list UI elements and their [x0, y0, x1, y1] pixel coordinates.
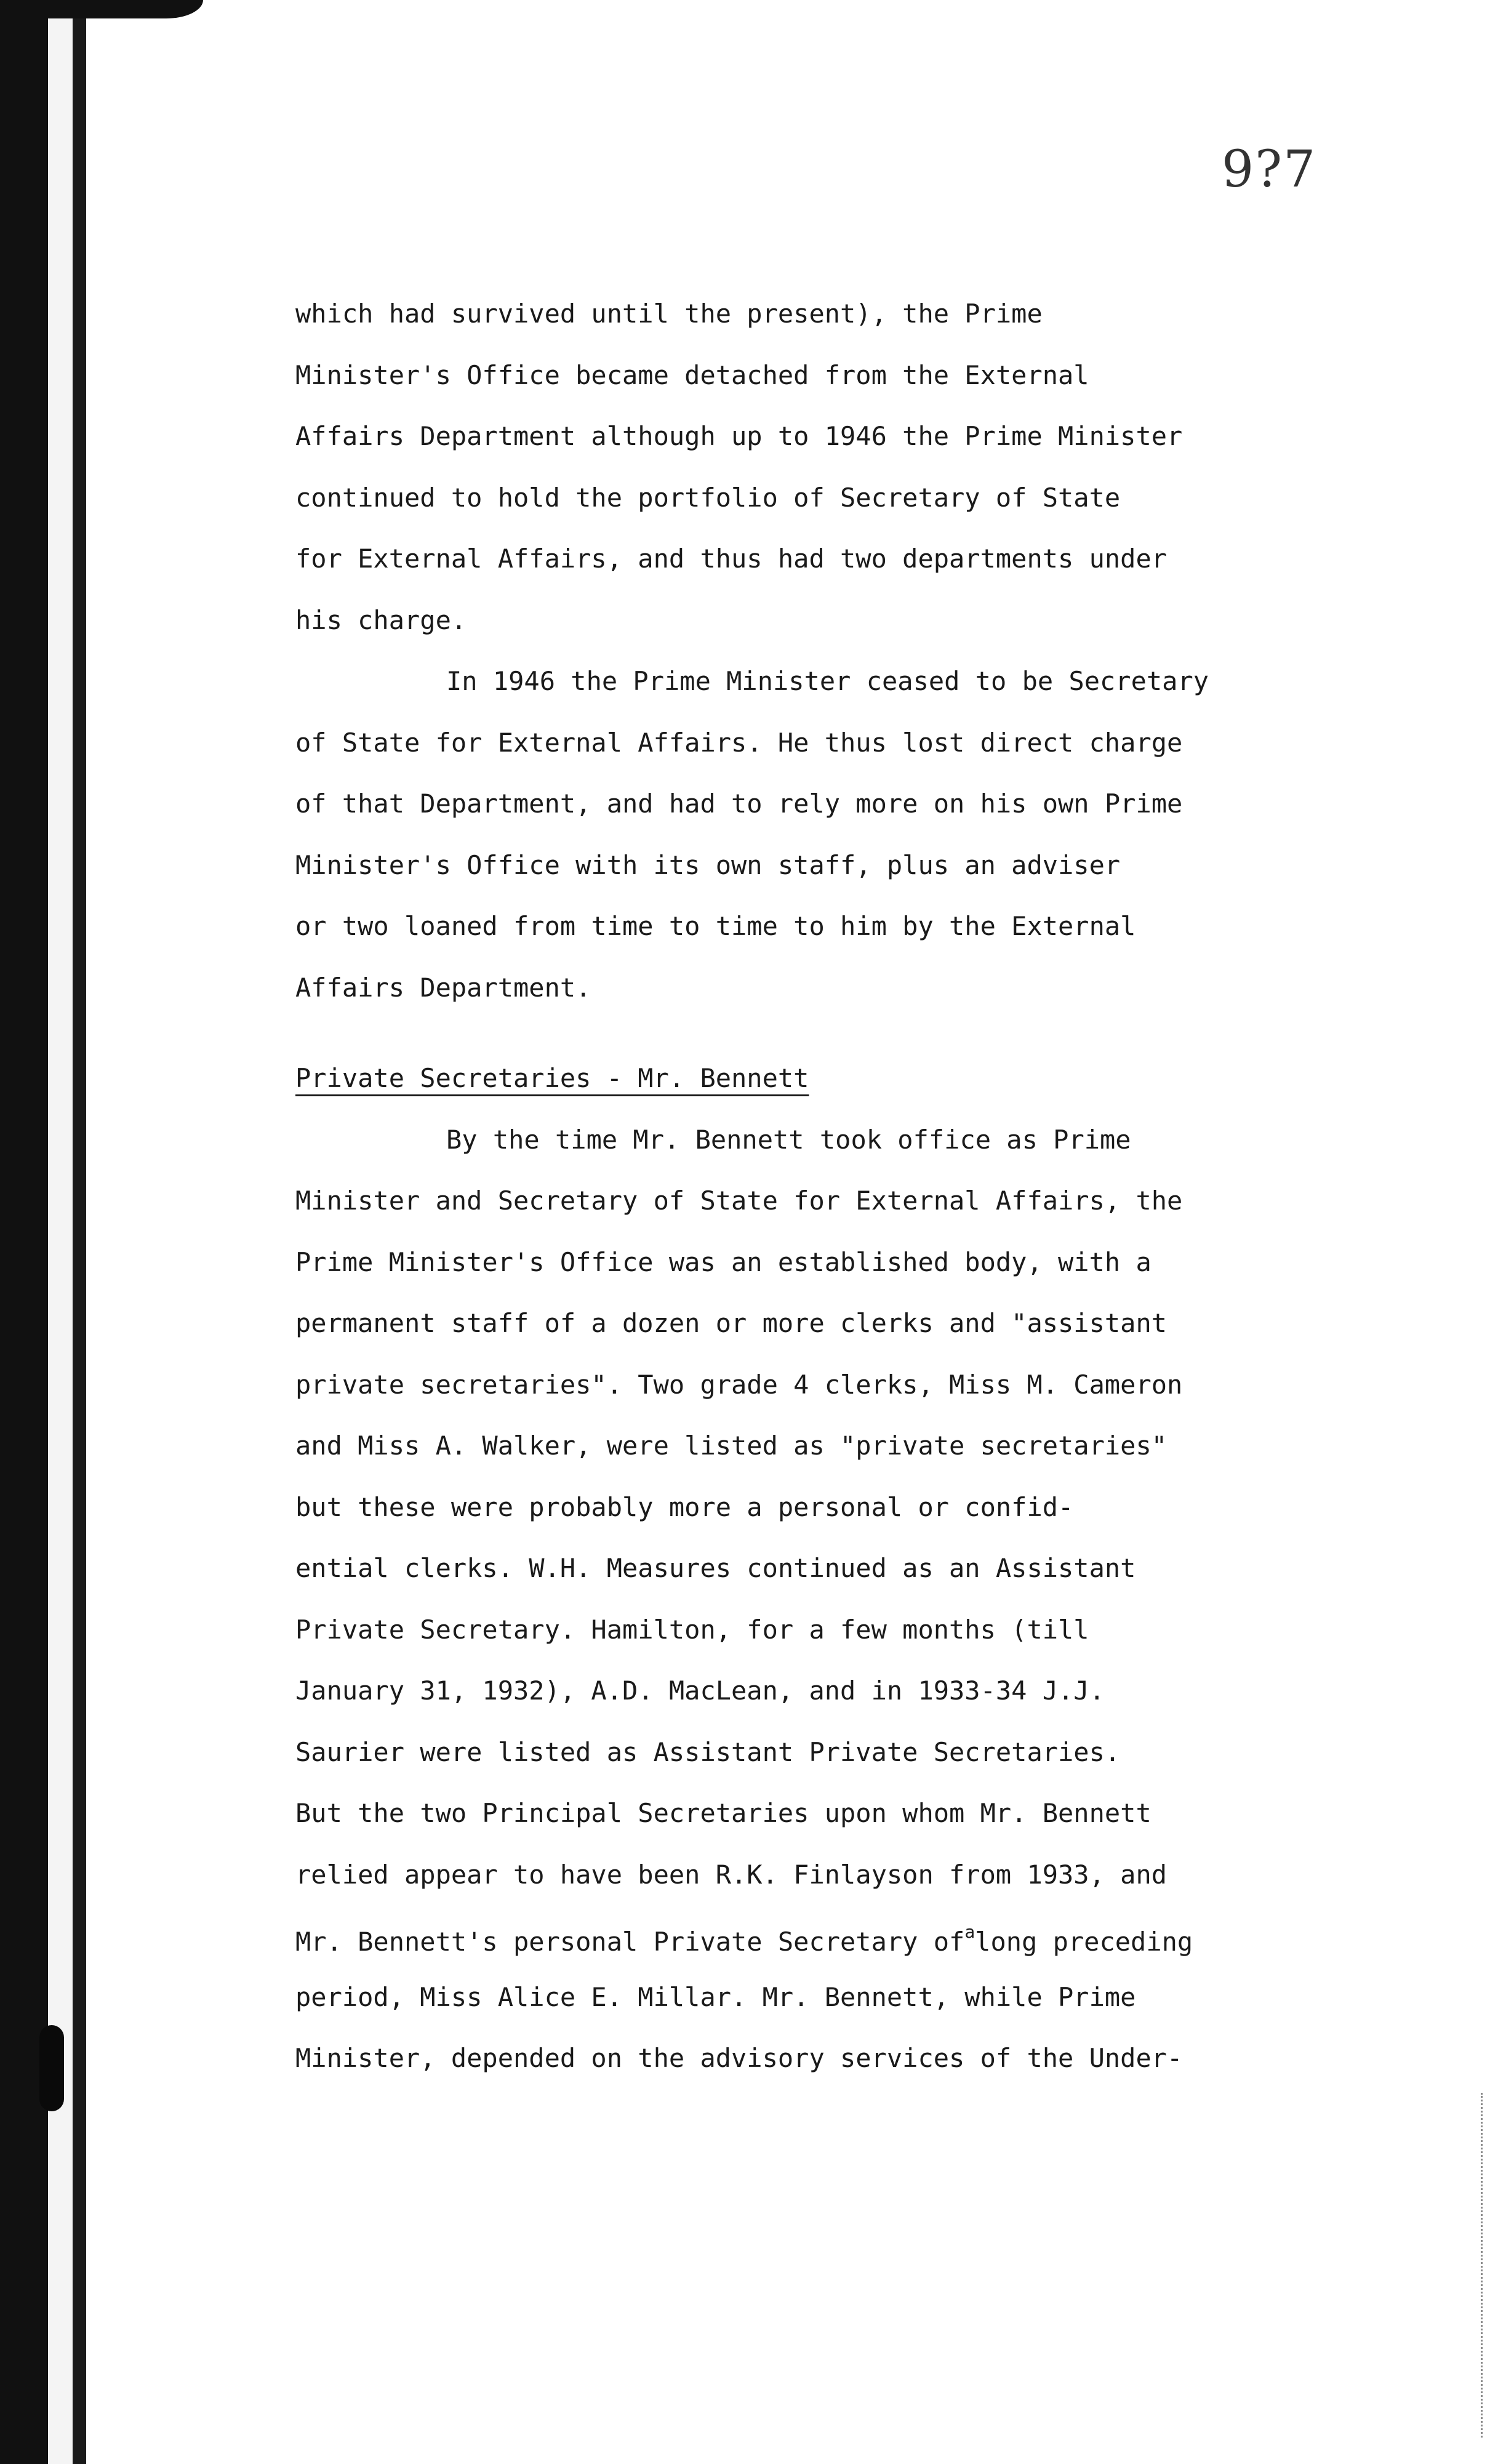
text-line: private secretaries". Two grade 4 clerks, Miss M. Cameron [295, 1369, 1183, 1400]
text-line: for External Affairs, and thus had two departments under [295, 544, 1168, 574]
text-line: Prime Minister's Office was an established body, with a [295, 1246, 1152, 1277]
text-line: relied appear to have been R.K. Finlayson from 1933, and [295, 1859, 1168, 1890]
text-line: In 1946 the Prime Minister ceased to be Secretary [446, 666, 1209, 696]
text-line: of State for External Affairs. He thus lost direct charge [295, 727, 1183, 758]
text-line: which had survived until the present), the Prime [295, 299, 1043, 329]
page-edge-marks [1479, 2093, 1483, 2438]
text-line: January 31, 1932), A.D. MacLean, and in 1933-34 J.J. [295, 1675, 1105, 1706]
text-line: period, Miss Alice E. Millar. Mr. Bennett, while Prime [295, 1981, 1136, 2012]
handwritten-insertion: a [964, 1922, 975, 1942]
section-heading [295, 1048, 1366, 1109]
text-line: Minister's Office with its own staff, plus an adviser [295, 849, 1121, 880]
text-line: and Miss A. Walker, were listed as "private secretaries" [295, 1431, 1168, 1461]
text-line: permanent staff of a dozen or more clerks and "assistant [295, 1308, 1168, 1338]
text-line: Private Secretary. Hamilton, for a few months (till [295, 1614, 1089, 1645]
insertion-after: long preceding [975, 1927, 1193, 1957]
text-line: of that Department, and had to rely more on his own Prime [295, 789, 1183, 819]
text-line: or two loaned from time to time to him by the External [295, 911, 1136, 941]
text-line: Saurier were listed as Assistant Private Secretaries. [295, 1736, 1121, 1767]
section-heading-text: Private Secretaries - Mr. Bennett [295, 1063, 809, 1093]
binding-corner [0, 0, 203, 18]
text-line: Affairs Department although up to 1946 the Prime Minister [295, 421, 1183, 451]
page-number: 9?7 [1222, 140, 1317, 199]
text-line: But the two Principal Secretaries upon whom Mr. Bennett [295, 1798, 1152, 1828]
insertion-before: Mr. Bennett's personal Private Secretary of [295, 1927, 965, 1957]
body-text [295, 283, 1366, 2089]
text-line: his charge. [295, 604, 467, 635]
binding-clip [39, 2025, 64, 2111]
text-line: ential clerks. W.H. Measures continued as an Assistant [295, 1553, 1136, 1583]
text-line: Minister and Secretary of State for External Affairs, the [295, 1186, 1183, 1216]
text-line: continued to hold the portfolio of Secretary of State [295, 482, 1121, 513]
text-line: Minister, depended on the advisory services of the Under- [295, 2043, 1183, 2073]
text-line: Minister's Office became detached from the External [295, 359, 1089, 390]
text-line: Affairs Department. [295, 972, 591, 1003]
text-line: By the time Mr. Bennett took office as Prime [446, 1124, 1131, 1155]
text-line: but these were probably more a personal or confid- [295, 1491, 1074, 1522]
text-line-with-insertion [295, 1905, 1366, 1967]
binding-line [73, 14, 86, 2464]
